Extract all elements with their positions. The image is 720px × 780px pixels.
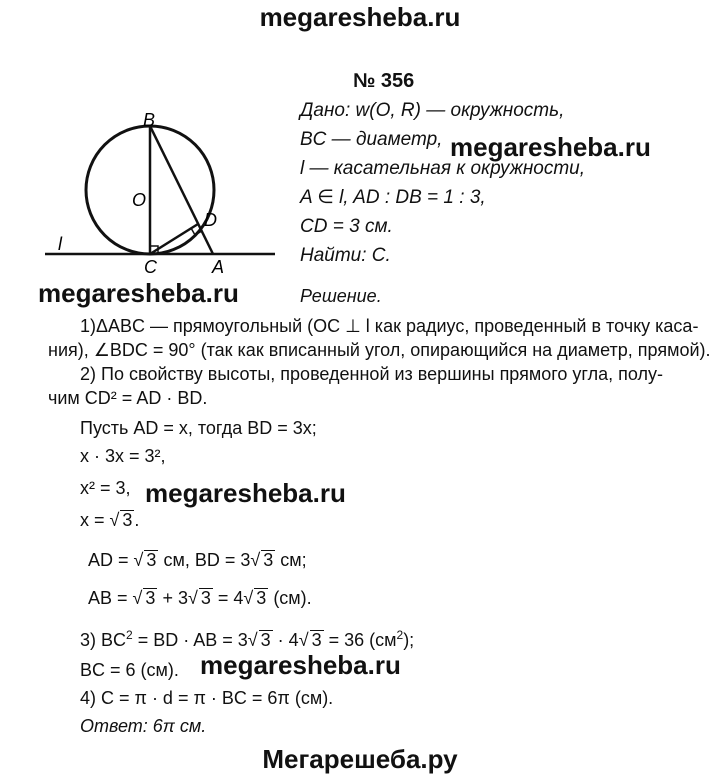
- bc2-close: );: [403, 630, 415, 650]
- bc2-mid: = BD · AB = 3: [132, 630, 248, 650]
- ab-line: AB = √ 3 + 3√ 3 = 4√ 3 (см).: [88, 588, 312, 608]
- solution-title: Решение.: [300, 286, 382, 306]
- watermark-given: megaresheba.ru: [450, 132, 651, 162]
- given-line-4: A ∈ l, AD : DB = 1 : 3,: [300, 187, 486, 208]
- ad-unit: см, BD = 3: [158, 550, 251, 570]
- ab-radical-2: 3: [200, 588, 211, 608]
- ad-pre: AD =: [88, 550, 134, 570]
- bd-radical: 3: [263, 550, 274, 570]
- solution-line-1: 1)ΔABC — прямоугольный (OC ⊥ l как радиус, проведенный в точку каса-: [80, 316, 699, 336]
- solution-line-3: 2) По свойству высоты, проведенной из вершины прямого угла, полу-: [80, 364, 663, 384]
- solution-line-7: x² = 3,: [80, 478, 131, 498]
- x-eq-label: x =: [80, 510, 110, 530]
- bc-line: BC = 6 (см).: [80, 660, 179, 680]
- label-l: l: [58, 234, 62, 254]
- label-b: B: [143, 110, 156, 130]
- given-line-1: Дано: w(O, R) — окружность,: [300, 100, 565, 121]
- solution-line-6: x · 3x = 3²,: [80, 446, 166, 466]
- ab-mid-1: + 3: [157, 588, 188, 608]
- x-eq-radical: 3: [122, 510, 133, 530]
- bc-squared-line: 3) $BC^2$ = BD · AB = 3√ 3 · 4√ 3 = 36 $(см^2)$;: [80, 628, 415, 650]
- bc2-pre: 3) BC: [80, 630, 127, 650]
- given-line-5: CD = 3 см.: [300, 216, 393, 237]
- solution-line-5: Пусть AD = x, тогда BD = 3x;: [80, 418, 317, 438]
- bc2-sup: 2: [126, 628, 133, 642]
- given-line-6: Найти: C.: [300, 245, 391, 266]
- bc2-radical-1: 3: [260, 630, 271, 650]
- watermark-middle: megaresheba.ru: [145, 478, 346, 508]
- ab-radical-3: 3: [256, 588, 267, 608]
- watermark-top: megaresheba.ru: [259, 2, 461, 32]
- bc2-end: = 36 (см: [323, 630, 397, 650]
- ad-radical: 3: [146, 550, 157, 570]
- watermark-figure: megaresheba.ru: [38, 278, 239, 308]
- ab-radical-1: 3: [145, 588, 156, 608]
- label-a: A: [212, 257, 225, 277]
- watermark-lower: megaresheba.ru: [200, 650, 401, 680]
- geometry-figure: [40, 110, 300, 285]
- bc2-dot: · 4: [272, 630, 299, 650]
- given-line-2: BC — диаметр,: [300, 129, 443, 150]
- footer-title: Мегарешеба.ру: [262, 744, 458, 774]
- ab-unit: (см).: [268, 588, 312, 608]
- given-line-3: l — касательная к окружности,: [300, 158, 586, 179]
- x-equation: x = √ 3 .: [80, 510, 140, 530]
- label-o: O: [132, 190, 147, 210]
- bc2-unit-sup: 2: [396, 628, 404, 642]
- solution-line-4: чим CD² = AD · BD.: [48, 388, 208, 408]
- ab-mid-2: = 4: [212, 588, 244, 608]
- problem-number: № 356: [353, 70, 415, 92]
- answer-line: Ответ: 6π см.: [80, 716, 207, 736]
- solution-line-2: ния), ∠BDC = 90° (так как вписанный угол, опирающийся на диаметр, прямой).: [48, 340, 711, 360]
- ad-bd-line: AD = √ 3 см, BD = 3√ 3 см;: [88, 550, 307, 570]
- ab-pre: AB =: [88, 588, 133, 608]
- circumference-line: 4) C = π · d = π · BC = 6π (см).: [80, 688, 334, 708]
- label-c: C: [144, 257, 157, 277]
- bc2-radical-2: 3: [311, 630, 322, 650]
- label-d: D: [204, 210, 217, 230]
- bd-unit: см;: [275, 550, 307, 570]
